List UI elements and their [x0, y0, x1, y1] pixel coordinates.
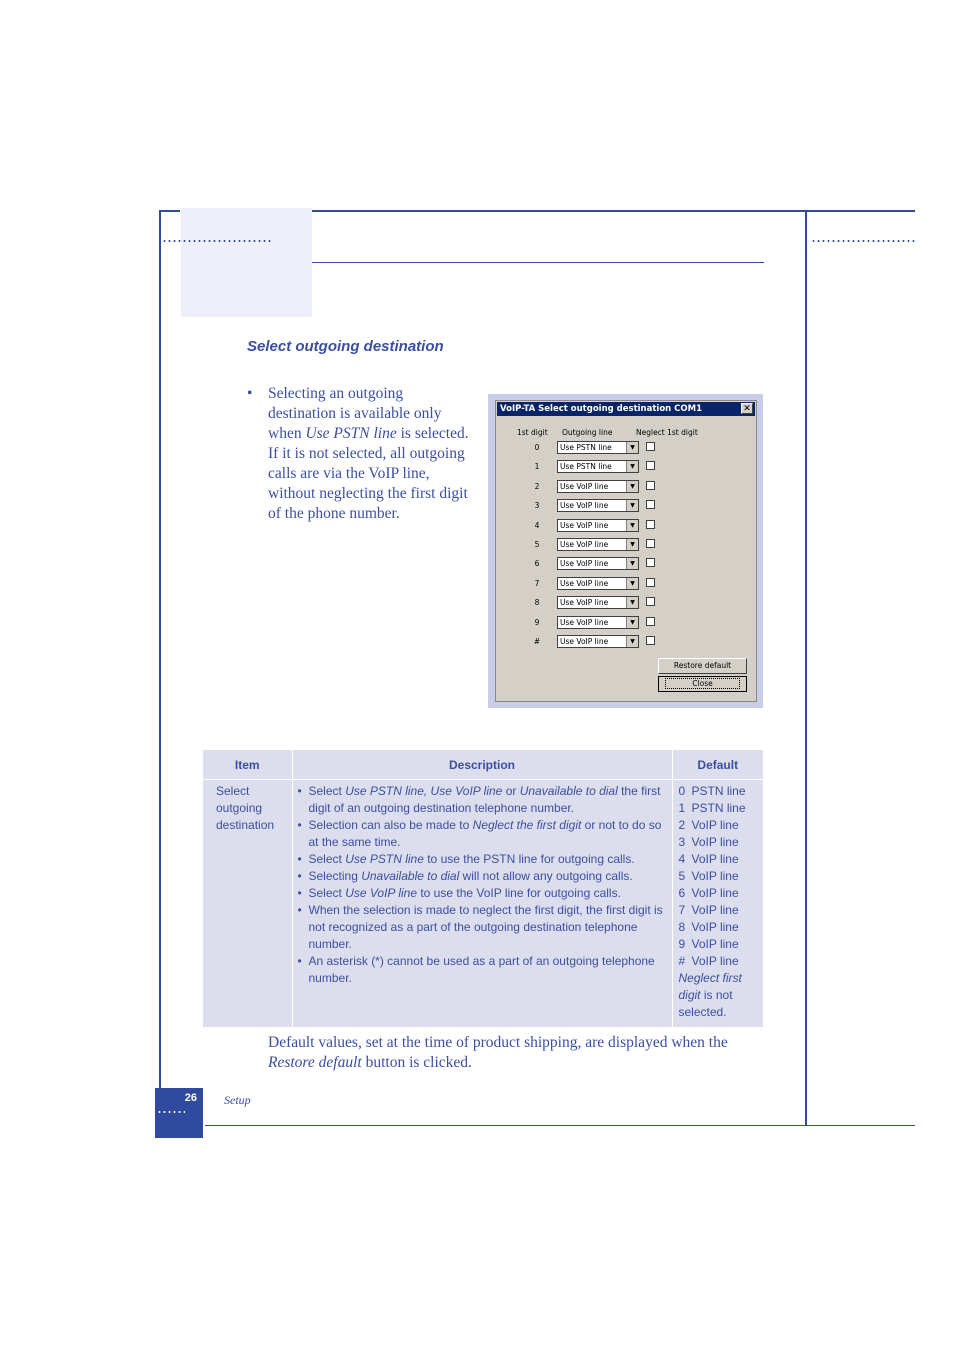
outgoing-line-select[interactable]: [557, 616, 639, 629]
desc-bullet: • Select Use PSTN line, Use VoIP line or Unavailable to dial the first digit of an outgoing destination telephone number.: [298, 783, 667, 817]
desc-bullet: • When the selection is made to neglect the first digit, the first digit is not recognized as a part of the outgoing destination telephone number.: [298, 902, 667, 953]
default-entry: 9 VoIP line: [678, 937, 739, 951]
default-entry: # VoIP line: [678, 954, 739, 968]
dialog-title-bar: [497, 402, 755, 416]
desc-bullet: • Select Use VoIP line to use the VoIP line for outgoing calls.: [298, 885, 667, 902]
digit-label: 8: [534, 598, 540, 607]
default-entry: 3 VoIP line: [678, 835, 739, 849]
chevron-down-icon[interactable]: ▼: [626, 558, 638, 569]
table-row: [203, 780, 763, 1028]
selected-value: Use VoIP line: [560, 559, 609, 568]
selected-value: Use VoIP line: [560, 521, 609, 530]
header-default: Default: [672, 750, 763, 780]
neglect-checkbox[interactable]: [646, 578, 655, 587]
col-neglect: Neglect 1st digit: [636, 428, 698, 437]
outgoing-line-select[interactable]: [557, 538, 639, 551]
dialog-row: [496, 577, 756, 591]
dialog-row: [496, 538, 756, 552]
default-cell: [672, 780, 763, 1028]
outgoing-line-select[interactable]: [557, 557, 639, 570]
digit-label: 5: [534, 540, 540, 549]
digit-label: 2: [534, 482, 540, 491]
col-first-digit: 1st digit: [517, 428, 548, 437]
digit-label: #: [533, 637, 541, 646]
header-dots-right: [811, 240, 915, 242]
selected-value: Use VoIP line: [560, 501, 609, 510]
neglect-checkbox[interactable]: [646, 461, 655, 470]
chevron-down-icon[interactable]: ▼: [626, 539, 638, 550]
item-cell: Select outgoing destination: [203, 780, 292, 1028]
default-entry: 0 PSTN line: [678, 784, 746, 798]
header-shade-box: [181, 208, 312, 317]
frame-bottom-line: [205, 1125, 915, 1126]
close-icon[interactable]: ✕: [741, 403, 753, 414]
chevron-down-icon[interactable]: ▼: [626, 500, 638, 511]
outgoing-line-select[interactable]: [557, 441, 639, 454]
frame-left-line: [159, 210, 161, 1088]
selected-value: Use VoIP line: [560, 482, 609, 491]
col-outgoing-line: Outgoing line: [562, 428, 613, 437]
chevron-down-icon[interactable]: ▼: [626, 481, 638, 492]
dialog-row: [496, 616, 756, 630]
chevron-down-icon[interactable]: ▼: [626, 520, 638, 531]
default-entry: 2 VoIP line: [678, 818, 739, 832]
default-entry: 5 VoIP line: [678, 869, 739, 883]
neglect-checkbox[interactable]: [646, 597, 655, 606]
section-heading: Select outgoing destination: [247, 338, 444, 355]
chevron-down-icon[interactable]: ▼: [626, 442, 638, 453]
dialog-row: [496, 499, 756, 513]
header-description: Description: [292, 750, 672, 780]
desc-bullet: • Select Use PSTN line to use the PSTN line for outgoing calls.: [298, 851, 667, 868]
intro-paragraph: • Selecting an outgoing destination is available only when Use PSTN line is selected. If it is not selected, all outgoing calls are via the VoIP line, without neglecting the first digit of the phone number.: [247, 385, 469, 522]
default-entry: 6 VoIP line: [678, 886, 739, 900]
dialog-title: VoIP-TA Select outgoing destination COM1: [500, 404, 702, 414]
default-note: Neglect first digit is not selected.: [678, 971, 742, 1019]
selected-value: Use VoIP line: [560, 579, 609, 588]
outgoing-line-select[interactable]: [557, 499, 639, 512]
frame-right-line: [805, 210, 807, 1126]
dialog-row: [496, 480, 756, 494]
dialog-row: [496, 596, 756, 610]
page-dots: [157, 1111, 185, 1113]
header-item: Item: [203, 750, 292, 780]
default-entry: 8 VoIP line: [678, 920, 739, 934]
dialog-row: [496, 441, 756, 455]
chevron-down-icon[interactable]: ▼: [626, 578, 638, 589]
footer-paragraph: Default values, set at the time of product shipping, are displayed when the Restore default button is clicked.: [268, 1034, 728, 1071]
select-outgoing-dialog: [495, 400, 757, 702]
neglect-checkbox[interactable]: [646, 442, 655, 451]
selected-value: Use VoIP line: [560, 637, 609, 646]
neglect-checkbox[interactable]: [646, 558, 655, 567]
neglect-checkbox[interactable]: [646, 500, 655, 509]
outgoing-line-select[interactable]: [557, 635, 639, 648]
dialog-row: [496, 460, 756, 474]
default-entry: 7 VoIP line: [678, 903, 739, 917]
neglect-checkbox[interactable]: [646, 617, 655, 626]
spec-table: [203, 750, 763, 1027]
neglect-checkbox[interactable]: [646, 481, 655, 490]
outgoing-line-select[interactable]: [557, 577, 639, 590]
selected-value: Use VoIP line: [560, 598, 609, 607]
outgoing-line-select[interactable]: [557, 460, 639, 473]
bullet: •: [247, 385, 253, 402]
selected-value: Use PSTN line: [560, 443, 612, 452]
chevron-down-icon[interactable]: ▼: [626, 461, 638, 472]
selected-value: Use PSTN line: [560, 462, 612, 471]
neglect-checkbox[interactable]: [646, 539, 655, 548]
chevron-down-icon[interactable]: ▼: [626, 636, 638, 647]
selected-value: Use VoIP line: [560, 540, 609, 549]
dialog-row: [496, 635, 756, 649]
frame-top-line: [159, 210, 180, 212]
default-entry: 4 VoIP line: [678, 852, 739, 866]
desc-bullet: • Selecting Unavailable to dial will not allow any outgoing calls.: [298, 868, 667, 885]
page-number: 26: [184, 1092, 197, 1104]
neglect-checkbox[interactable]: [646, 520, 655, 529]
section-name: Setup: [224, 1093, 251, 1107]
default-entry: 1 PSTN line: [678, 801, 746, 815]
description-cell: [292, 780, 672, 1028]
chevron-down-icon[interactable]: ▼: [626, 597, 638, 608]
dialog-row: [496, 519, 756, 533]
digit-label: 7: [534, 579, 540, 588]
restore-default-button[interactable]: Restore default: [658, 658, 747, 674]
table-header-row: [203, 750, 763, 780]
digit-label: 4: [534, 521, 540, 530]
desc-bullet: • Selection can also be made to Neglect the first digit or not to do so at the same time.: [298, 817, 667, 851]
outgoing-line-select[interactable]: [557, 519, 639, 532]
outgoing-line-select[interactable]: [557, 596, 639, 609]
selected-value: Use VoIP line: [560, 618, 609, 627]
digit-label: 3: [534, 501, 540, 510]
chevron-down-icon[interactable]: ▼: [626, 617, 638, 628]
frame-top-line-right: [312, 210, 915, 212]
desc-bullet: • An asterisk (*) cannot be used as a part of an outgoing telephone number.: [298, 953, 667, 987]
digit-label: 1: [534, 462, 540, 471]
digit-label: 0: [534, 443, 540, 452]
digit-label: 9: [534, 618, 540, 627]
dialog-row: [496, 557, 756, 571]
neglect-checkbox[interactable]: [646, 636, 655, 645]
outgoing-line-select[interactable]: [557, 480, 639, 493]
digit-label: 6: [534, 559, 540, 568]
header-dots-left: [162, 240, 272, 242]
close-button[interactable]: Close: [658, 676, 747, 692]
